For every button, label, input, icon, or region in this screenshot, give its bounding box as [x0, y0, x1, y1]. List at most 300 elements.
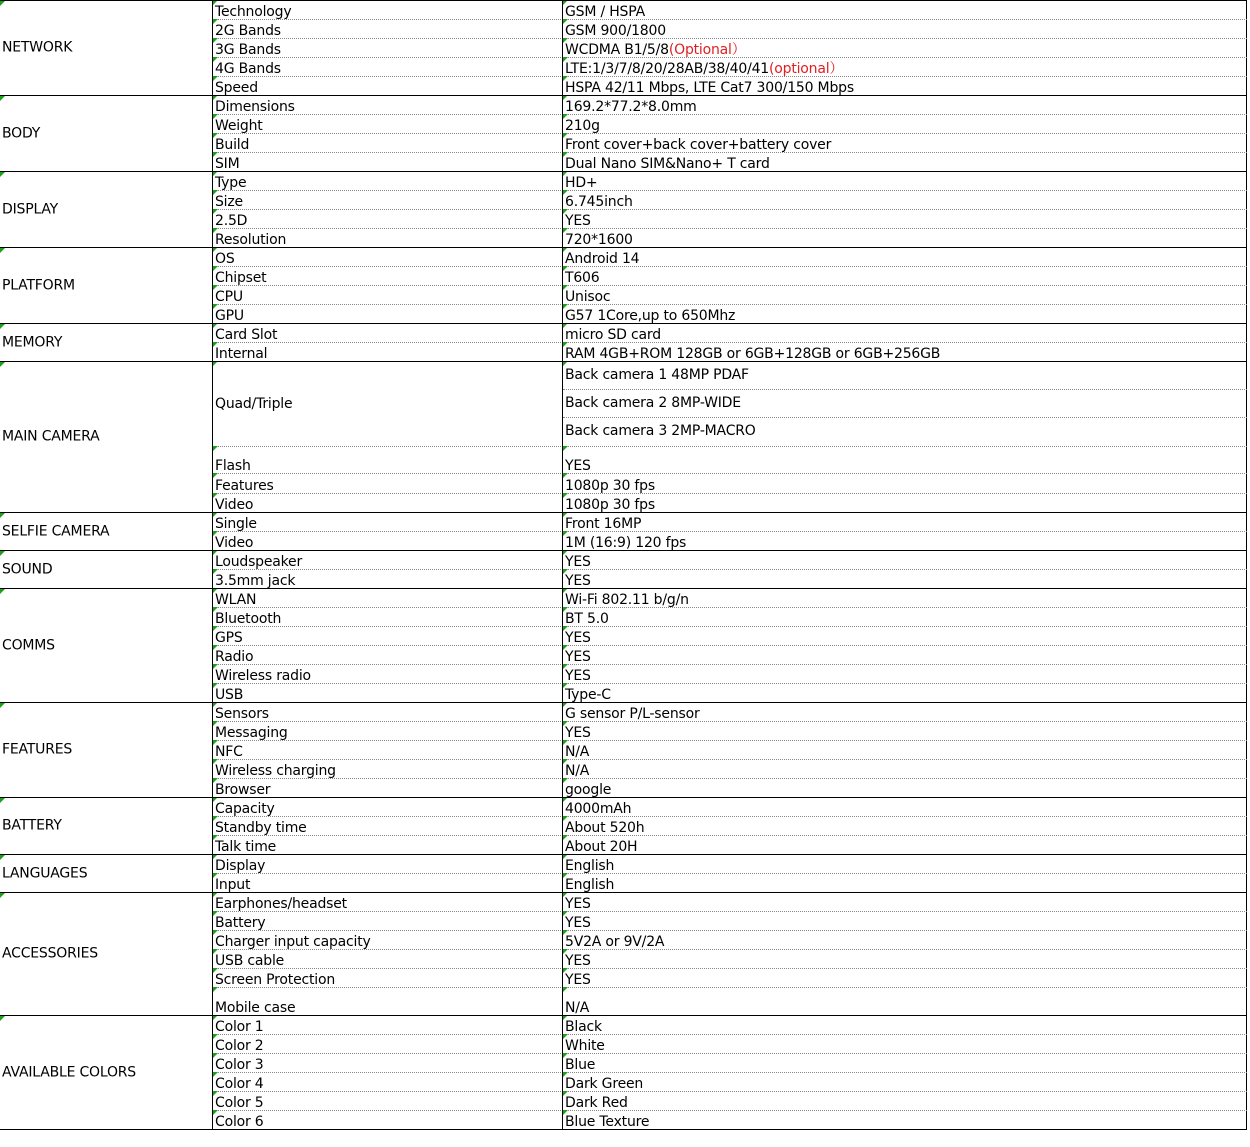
section-available-colors: [0, 1015, 213, 1129]
spec-row-platform-gpu: [213, 304, 1247, 323]
spec-value-text: Front 16MP: [565, 516, 642, 532]
cell-marker: [0, 551, 5, 556]
spec-value-cell: [563, 152, 1247, 171]
spec-value-text: Blue Texture: [565, 1114, 650, 1130]
spec-value-cell: [563, 1091, 1247, 1110]
spec-value-cell: [563, 550, 1247, 569]
spec-value: [565, 801, 631, 817]
spec-row-main-camera-features: [213, 473, 1247, 493]
spec-value-text: English: [565, 877, 615, 893]
spec-row-comms-bluetooth: [213, 607, 1247, 626]
section-label: ACCESSORIES: [2, 945, 98, 962]
spec-value-note: (optional）: [769, 61, 844, 77]
spec-row-accessories-screen-protection: [213, 968, 1247, 987]
spec-value-text: GSM 900/1800: [565, 23, 666, 39]
spec-value-text: 6.745inch: [565, 194, 633, 210]
section-selfie-camera: [0, 512, 213, 550]
spec-value: [565, 554, 591, 570]
spec-value-text: Unisoc: [565, 289, 611, 305]
spec-key-cell: [213, 512, 563, 531]
cell-marker: [0, 172, 5, 177]
spec-row-display-type: [213, 171, 1247, 190]
spec-key: Earphones/headset: [215, 896, 347, 912]
spec-key-cell: [213, 569, 563, 588]
spec-row-display-2-5d: [213, 209, 1247, 228]
spec-value: [565, 327, 661, 343]
spec-key: Battery: [215, 915, 266, 931]
spec-value-cell: [563, 683, 1247, 702]
spec-key: Sensors: [215, 706, 269, 722]
spec-value-cell: [563, 19, 1247, 38]
spec-key: Color 4: [215, 1076, 264, 1092]
spec-value-cell: [563, 1110, 1247, 1129]
section-accessories: [0, 892, 213, 1015]
spec-value-cell: [563, 626, 1247, 645]
spec-value-cell: [563, 247, 1247, 266]
cell-marker: [0, 703, 5, 708]
spec-row-comms-gps: [213, 626, 1247, 645]
spec-row-accessories-earphones-headset: [213, 892, 1247, 911]
spec-key-cell: [213, 0, 563, 19]
spec-value-cell: [563, 930, 1247, 949]
spec-key-cell: [213, 19, 563, 38]
spec-value: [565, 972, 591, 988]
spec-row-selfie-camera-single: [213, 512, 1247, 531]
spec-key-cell: [213, 446, 563, 473]
spec-row-selfie-camera-video: [213, 531, 1247, 550]
spec-value-text: White: [565, 1038, 605, 1054]
spec-key-cell: [213, 152, 563, 171]
section-label: PLATFORM: [2, 277, 75, 294]
cell-marker: [0, 362, 5, 367]
spec-value: [565, 42, 746, 58]
spec-value: [565, 725, 591, 741]
spec-value: [565, 839, 637, 855]
spec-value-text: Black: [565, 1019, 602, 1035]
spec-value-text: N/A: [565, 763, 590, 779]
spec-value: [565, 611, 609, 627]
spec-value: [565, 1095, 628, 1111]
spec-key-cell: [213, 1015, 563, 1034]
spec-row-display-resolution: [213, 228, 1247, 247]
spec-key-cell: [213, 1072, 563, 1091]
cell-marker: [0, 1016, 5, 1021]
spec-key: Color 6: [215, 1114, 264, 1130]
spec-key-cell: [213, 1091, 563, 1110]
spec-value: [565, 118, 600, 134]
spec-key-cell: [213, 873, 563, 892]
spec-value-cell: [563, 95, 1247, 114]
spec-key-cell: [213, 57, 563, 76]
section-comms: [0, 588, 213, 702]
spec-value-cell: [563, 228, 1247, 247]
spec-key: Type: [215, 175, 247, 191]
spec-value-cell: [563, 778, 1247, 797]
spec-value: [565, 744, 589, 760]
spec-key-cell: [213, 323, 563, 342]
spec-key: Video: [215, 535, 254, 551]
spec-value: [565, 687, 611, 703]
spec-value-text: google: [565, 782, 612, 798]
spec-row-features-sensors: [213, 702, 1247, 721]
spec-value-note: (Optional）: [668, 42, 746, 58]
spec-key: Color 1: [215, 1019, 264, 1035]
section-label: MEMORY: [2, 334, 63, 351]
spec-value-cell: [563, 1072, 1247, 1091]
spec-key: Features: [215, 478, 274, 494]
spec-key: Messaging: [215, 725, 288, 741]
spec-value-cell: [563, 209, 1247, 228]
spec-value-text: GSM / HSPA: [565, 4, 645, 20]
spec-key: OS: [215, 251, 235, 267]
spec-value-cell: [563, 949, 1247, 968]
spec-value: [565, 251, 639, 267]
spec-value: [565, 308, 735, 324]
spec-row-available-colors-color-3: [213, 1053, 1247, 1072]
section-divider: [0, 550, 1247, 551]
spec-key-cell: [213, 930, 563, 949]
spec-value: [565, 1019, 602, 1035]
spec-key: Bluetooth: [215, 611, 282, 627]
section-features: [0, 702, 213, 797]
spec-row-available-colors-color-4: [213, 1072, 1247, 1091]
spec-key-cell: [213, 645, 563, 664]
spec-row-sound-3-5mm-jack: [213, 569, 1247, 588]
spec-key: Capacity: [215, 801, 275, 817]
spec-value: [565, 877, 614, 893]
spec-row-battery-capacity: [213, 797, 1247, 816]
spec-key-cell: [213, 1110, 563, 1129]
spec-value-cell: [563, 987, 1247, 1015]
spec-value-cell: [563, 1034, 1247, 1053]
cell-marker: [0, 324, 5, 329]
spec-row-network-2g-bands: [213, 19, 1247, 38]
spec-key: Input: [215, 877, 251, 893]
section-label: BATTERY: [2, 817, 62, 834]
spec-value-text: YES: [565, 972, 591, 988]
spec-value-cell: [563, 645, 1247, 664]
spec-key-cell: [213, 968, 563, 987]
cell-marker: [0, 513, 5, 518]
spec-value-cell: [563, 911, 1247, 930]
spec-value: [565, 4, 645, 20]
spec-row-accessories-battery: [213, 911, 1247, 930]
spec-value-cell: [563, 892, 1247, 911]
section-divider: [0, 1015, 1247, 1016]
spec-value: [565, 23, 666, 39]
spec-value-text: YES: [565, 630, 591, 646]
spec-key: Wireless radio: [215, 668, 311, 684]
spec-value: [565, 953, 591, 969]
spec-key: NFC: [215, 744, 243, 760]
spec-value-text: YES: [565, 458, 591, 474]
spec-value-text: WCDMA B1/5/8: [565, 42, 669, 58]
spec-value-text: YES: [565, 649, 591, 665]
spec-row-available-colors-color-6: [213, 1110, 1247, 1129]
spec-key: 3.5mm jack: [215, 573, 296, 589]
spec-row-battery-standby-time: [213, 816, 1247, 835]
section-divider: [0, 361, 1247, 362]
spec-value: [565, 763, 589, 779]
spec-value-cell: [563, 0, 1247, 19]
spec-key-cell: [213, 854, 563, 873]
spec-row-main-camera-quad-triple: [213, 361, 1247, 446]
cell-marker: [0, 893, 5, 898]
spec-value-cell: [563, 361, 1247, 446]
spec-value-text: RAM 4GB+ROM 128GB or 6GB+128GB or 6GB+256GB: [565, 346, 941, 362]
spec-value-line: Back camera 2 8MP-WIDE: [565, 395, 741, 411]
spec-key-cell: [213, 493, 563, 512]
spec-value: [565, 156, 770, 172]
spec-row-languages-input: [213, 873, 1247, 892]
spec-key: Display: [215, 858, 266, 874]
spec-key-cell: [213, 759, 563, 778]
spec-row-network-4g-bands: [213, 57, 1247, 76]
section-platform: [0, 247, 213, 323]
spec-value-cell: [563, 835, 1247, 854]
spec-value-cell: [563, 133, 1247, 152]
section-divider: [0, 797, 1247, 798]
spec-value-cell: [563, 57, 1247, 76]
spec-key-cell: [213, 949, 563, 968]
spec-row-comms-wireless-radio: [213, 664, 1247, 683]
spec-value-cell: [563, 114, 1247, 133]
spec-value-cell: [563, 323, 1247, 342]
spec-value-text: Front cover+back cover+battery cover: [565, 137, 832, 153]
spec-value: [565, 573, 591, 589]
spec-value-text: 4000mAh: [565, 801, 632, 817]
spec-value: [565, 80, 854, 96]
spec-value-text: 5V2A or 9V/2A: [565, 934, 665, 950]
spec-value-cell: [563, 968, 1247, 987]
spec-key-cell: [213, 626, 563, 645]
spec-value-cell: [563, 266, 1247, 285]
spec-row-comms-wlan: [213, 588, 1247, 607]
spec-key-cell: [213, 285, 563, 304]
spec-key: Mobile case: [215, 1000, 296, 1016]
spec-row-main-camera-video: [213, 493, 1247, 512]
cell-marker: [0, 96, 5, 101]
spec-key: Chipset: [215, 270, 267, 286]
spec-value: [565, 1000, 589, 1016]
spec-key-cell: [213, 816, 563, 835]
spec-value-text: YES: [565, 213, 591, 229]
spec-value: [565, 535, 686, 551]
spec-value-cell: [563, 816, 1247, 835]
cell-marker: [0, 798, 5, 803]
spec-value-text: 720*1600: [565, 232, 633, 248]
section-label: COMMS: [2, 637, 55, 654]
section-label: AVAILABLE COLORS: [2, 1064, 136, 1081]
spec-key-cell: [213, 683, 563, 702]
section-battery: [0, 797, 213, 854]
spec-key: Video: [215, 497, 254, 513]
section-divider: [0, 588, 1247, 589]
spec-value-text: YES: [565, 573, 591, 589]
spec-value: [565, 137, 831, 153]
spec-key-cell: [213, 911, 563, 930]
spec-row-available-colors-color-5: [213, 1091, 1247, 1110]
spec-key: Loudspeaker: [215, 554, 303, 570]
spec-value: [565, 934, 664, 950]
spec-value-text: 1080p 30 fps: [565, 478, 655, 494]
spec-key-cell: [213, 171, 563, 190]
spec-row-network-speed: [213, 76, 1247, 95]
spec-value-text: T606: [565, 270, 600, 286]
spec-value: [565, 896, 591, 912]
spec-key-cell: [213, 247, 563, 266]
spec-row-available-colors-color-1: [213, 1015, 1247, 1034]
spec-key-cell: [213, 531, 563, 550]
spec-key-cell: [213, 987, 563, 1015]
spec-value: [565, 1057, 595, 1073]
spec-key-cell: [213, 778, 563, 797]
spec-row-features-nfc: [213, 740, 1247, 759]
spec-key-cell: [213, 266, 563, 285]
spec-key: USB cable: [215, 953, 285, 969]
spec-value: [565, 458, 591, 474]
spec-value: [565, 1076, 643, 1092]
cell-marker: [213, 987, 218, 992]
section-label: MAIN CAMERA: [2, 428, 100, 445]
spec-key: Color 3: [215, 1057, 264, 1073]
spec-value-text: HSPA 42/11 Mbps, LTE Cat7 300/150 Mbps: [565, 80, 854, 96]
section-label: NETWORK: [2, 39, 73, 56]
spec-key-cell: [213, 361, 563, 446]
spec-value: [565, 270, 599, 286]
cell-marker: [0, 855, 5, 860]
spec-value: [565, 915, 591, 931]
spec-key: Weight: [215, 118, 263, 134]
spec-value: [565, 194, 633, 210]
section-divider: [0, 512, 1247, 513]
spec-key-cell: [213, 473, 563, 493]
spec-key-cell: [213, 342, 563, 361]
spec-value-line: Back camera 1 48MP PDAF: [565, 367, 749, 383]
spec-value: [565, 232, 633, 248]
spec-value-cell: [563, 38, 1247, 57]
spec-value-text: About 520h: [565, 820, 645, 836]
spec-key-cell: [213, 721, 563, 740]
spec-row-platform-cpu: [213, 285, 1247, 304]
spec-value-cell: [563, 76, 1247, 95]
section-divider: [0, 95, 1247, 96]
spec-key: Browser: [215, 782, 271, 798]
spec-key-cell: [213, 133, 563, 152]
spec-value-text: 169.2*77.2*8.0mm: [565, 99, 697, 115]
spec-row-features-browser: [213, 778, 1247, 797]
spec-key: 3G Bands: [215, 42, 281, 58]
spec-value-cell: [563, 473, 1247, 493]
section-divider: [0, 892, 1247, 893]
spec-row-accessories-mobile-case: [213, 987, 1247, 1015]
spec-value: [565, 478, 655, 494]
section-label: BODY: [2, 125, 41, 142]
spec-key: Screen Protection: [215, 972, 336, 988]
spec-value: [565, 668, 591, 684]
spec-key-cell: [213, 835, 563, 854]
spec-key: Size: [215, 194, 243, 210]
sub-divider: [563, 389, 1247, 390]
section-divider: [0, 247, 1247, 248]
spec-value-text: LTE:1/3/7/8/20/28AB/38/40/41: [565, 61, 770, 77]
spec-key: SIM: [215, 156, 240, 172]
spec-value-cell: [563, 588, 1247, 607]
spec-key: Speed: [215, 80, 258, 96]
spec-key: 2.5D: [215, 213, 248, 229]
spec-value-cell: [563, 607, 1247, 626]
spec-value-text: HD+: [565, 175, 598, 191]
spec-key: Internal: [215, 346, 268, 362]
spec-key-cell: [213, 702, 563, 721]
spec-value-cell: [563, 304, 1247, 323]
spec-value: [565, 1114, 649, 1130]
spec-value-text: Wi-Fi 802.11 b/g/n: [565, 592, 689, 608]
cell-marker: [563, 446, 568, 451]
section-divider: [0, 702, 1247, 703]
spec-value-text: 1M (16:9) 120 fps: [565, 535, 687, 551]
spec-key-cell: [213, 95, 563, 114]
spec-value: [565, 213, 591, 229]
spec-key: Single: [215, 516, 257, 532]
spec-key-cell: [213, 664, 563, 683]
spec-value-text: 210g: [565, 118, 600, 134]
spec-value: [565, 706, 700, 722]
spec-key-cell: [213, 209, 563, 228]
spec-value: [565, 516, 641, 532]
spec-key-cell: [213, 797, 563, 816]
spec-row-accessories-usb-cable: [213, 949, 1247, 968]
spec-value-text: 1080p 30 fps: [565, 497, 655, 513]
spec-row-body-build: [213, 133, 1247, 152]
spec-value-cell: [563, 664, 1247, 683]
spec-row-languages-display: [213, 854, 1247, 873]
section-divider: [0, 854, 1247, 855]
spec-value-cell: [563, 569, 1247, 588]
spec-value: [565, 1038, 605, 1054]
spec-value-text: YES: [565, 953, 591, 969]
spec-value: [565, 289, 610, 305]
spec-value-cell: [563, 531, 1247, 550]
spec-value-text: Dual Nano SIM&Nano+ T card: [565, 156, 770, 172]
spec-row-platform-os: [213, 247, 1247, 266]
spec-value-cell: [563, 1015, 1247, 1034]
spec-value-cell: [563, 171, 1247, 190]
spec-value-cell: [563, 446, 1247, 473]
spec-row-main-camera-flash: [213, 446, 1247, 473]
spec-value: [565, 99, 697, 115]
spec-key: Flash: [215, 458, 251, 474]
spec-key-cell: [213, 892, 563, 911]
spec-value-text: English: [565, 858, 615, 874]
spec-key: Resolution: [215, 232, 287, 248]
cell-marker: [563, 987, 568, 992]
spec-key: Build: [215, 137, 250, 153]
spec-value-text: Blue: [565, 1057, 596, 1073]
spec-value-text: BT 5.0: [565, 611, 609, 627]
sub-divider: [563, 417, 1247, 418]
spec-value: [565, 497, 655, 513]
spec-value-text: N/A: [565, 1000, 590, 1016]
spec-key-cell: [213, 740, 563, 759]
section-sound: [0, 550, 213, 588]
spec-row-sound-loudspeaker: [213, 550, 1247, 569]
spec-key: Color 2: [215, 1038, 264, 1054]
section-label: SELFIE CAMERA: [2, 523, 110, 540]
spec-value-text: Type-C: [565, 687, 611, 703]
spec-key: CPU: [215, 289, 243, 305]
spec-row-accessories-charger-input-capacity: [213, 930, 1247, 949]
